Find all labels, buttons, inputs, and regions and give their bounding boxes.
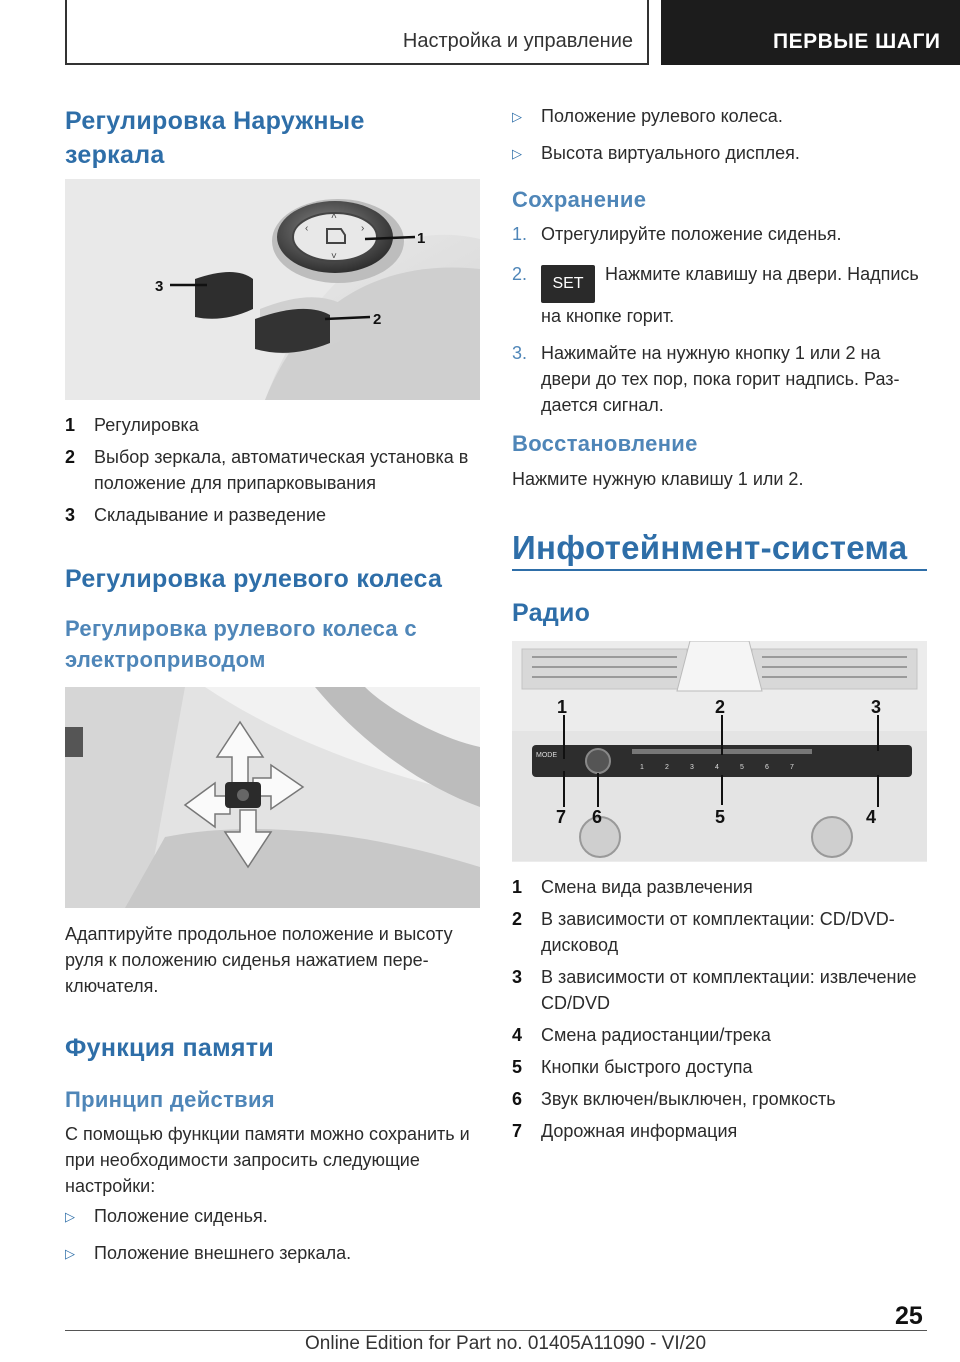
svg-text:‹: ‹ bbox=[305, 223, 309, 234]
radio-callout-3: 3 bbox=[871, 697, 882, 717]
wheel-description: Адаптируйте продольное положение и высоту руля к положению сиденья нажатием переключателя. bbox=[65, 924, 453, 996]
list-item: 2 В зависимости от комплектации: CD/DVD-дисковод bbox=[512, 909, 895, 955]
section-subtitle: Настройка и управление bbox=[402, 30, 633, 52]
edition-footer: Online Edition for Part no. 01405A11090 - VI/20 bbox=[305, 1333, 707, 1354]
radio-mode-label: MODE bbox=[536, 752, 557, 759]
save-steps bbox=[512, 221, 927, 429]
list-item: 1 Смена вида развлечения bbox=[512, 877, 753, 897]
radio-preset-1: 1 bbox=[640, 764, 644, 771]
wheel-subheading: Регулировка рулевого колеса с электроприводом bbox=[65, 616, 417, 672]
radio-callout-5: 5 bbox=[715, 807, 726, 827]
steering-figure bbox=[65, 687, 480, 908]
list-item: 2 Выбор зеркала, автоматическая установка в положение для припарковывания bbox=[65, 447, 469, 493]
svg-text:›: › bbox=[361, 223, 365, 234]
radio-callout-4: 4 bbox=[866, 807, 877, 827]
triangle-bullet-icon: ▷ bbox=[512, 109, 522, 124]
triangle-bullet-icon: ▷ bbox=[65, 1246, 75, 1261]
header-frame bbox=[65, 0, 649, 65]
list-item: ▷ Положение внешнего зеркала. bbox=[65, 1240, 480, 1266]
radio-callout-1: 1 bbox=[557, 697, 568, 717]
radio-illustration bbox=[512, 641, 927, 862]
mirror-illustration bbox=[65, 179, 480, 400]
list-item: 7 Дорожная информация bbox=[512, 1121, 738, 1141]
save-heading: Сохранение bbox=[512, 187, 647, 212]
radio-preset-5: 5 bbox=[740, 764, 744, 771]
radio-preset-7: 7 bbox=[790, 764, 794, 771]
principle-text: С помощью функции памяти можно сохранить и при необходимости запросить следующие настройки: bbox=[65, 1124, 470, 1196]
page-number: 25 bbox=[895, 1302, 923, 1330]
restore-text: Нажмите нужную клавишу 1 или 2. bbox=[512, 469, 804, 489]
radio-figure bbox=[512, 641, 927, 862]
triangle-bullet-icon: ▷ bbox=[65, 1209, 75, 1224]
radio-callout-6: 6 bbox=[592, 807, 603, 827]
steering-illustration bbox=[65, 687, 480, 908]
mirror-callout-3: 3 bbox=[155, 278, 164, 295]
list-item: 6 Звук включен/выключен, громкость bbox=[512, 1089, 836, 1109]
mirror-callout-2: 2 bbox=[373, 311, 382, 328]
list-item: 3. Нажимайте на нужную кнопку 1 или 2 на двери до тех пор, пока горит надпись. Раздается сигнал. bbox=[512, 343, 900, 415]
radio-legend bbox=[512, 874, 927, 1150]
mirror-figure bbox=[65, 179, 480, 400]
list-item: ▷ Высота виртуального дисплея. bbox=[512, 140, 927, 166]
mirror-heading: Регулировка Наружные зеркала bbox=[65, 107, 365, 169]
list-item: 4 Смена радиостанции/трека bbox=[512, 1025, 771, 1045]
chapter-tab[interactable]: ПЕРВЫЕ ШАГИ bbox=[661, 0, 960, 65]
list-item: 1. Отрегулируйте положение сиденья. bbox=[512, 224, 842, 244]
list-item: 2. SET Нажмите клавишу на двери. Надпись на кнопке горит. bbox=[512, 264, 919, 326]
mirror-callout-1: 1 bbox=[417, 230, 426, 247]
memory-bullets-right bbox=[512, 103, 927, 177]
radio-heading: Радио bbox=[512, 599, 591, 627]
list-item: 1 Регулировка bbox=[65, 415, 199, 435]
list-item: 5 Кнопки быстрого доступа bbox=[512, 1057, 753, 1077]
svg-text:˅: ˅ bbox=[331, 251, 337, 262]
set-key-icon: SET bbox=[541, 265, 595, 303]
heading-rule bbox=[512, 569, 927, 571]
wheel-heading: Регулировка рулевого колеса bbox=[65, 565, 443, 593]
radio-callout-2: 2 bbox=[715, 697, 726, 717]
infotainment-heading: Инфотейнмент-система bbox=[512, 529, 908, 566]
svg-text:˄: ˄ bbox=[331, 211, 337, 222]
radio-preset-2: 2 bbox=[665, 764, 669, 771]
radio-preset-3: 3 bbox=[690, 764, 694, 771]
list-item: ▷ Положение рулевого колеса. bbox=[512, 103, 927, 129]
restore-heading: Восстановление bbox=[512, 431, 698, 456]
radio-preset-4: 4 bbox=[715, 764, 719, 771]
mirror-legend bbox=[65, 412, 480, 534]
radio-callout-7: 7 bbox=[556, 807, 567, 827]
principle-heading: Принцип действия bbox=[65, 1087, 275, 1112]
radio-preset-6: 6 bbox=[765, 764, 769, 771]
triangle-bullet-icon: ▷ bbox=[512, 146, 522, 161]
memory-heading: Функция памяти bbox=[65, 1034, 275, 1062]
list-item: ▷ Положение сиденья. bbox=[65, 1203, 480, 1229]
footer-rule bbox=[65, 1330, 927, 1331]
memory-bullets-left bbox=[65, 1203, 480, 1277]
list-item: 3 Складывание и разведение bbox=[65, 505, 327, 525]
list-item: 3 В зависимости от комплектации: извлечение CD/DVD bbox=[512, 967, 917, 1013]
